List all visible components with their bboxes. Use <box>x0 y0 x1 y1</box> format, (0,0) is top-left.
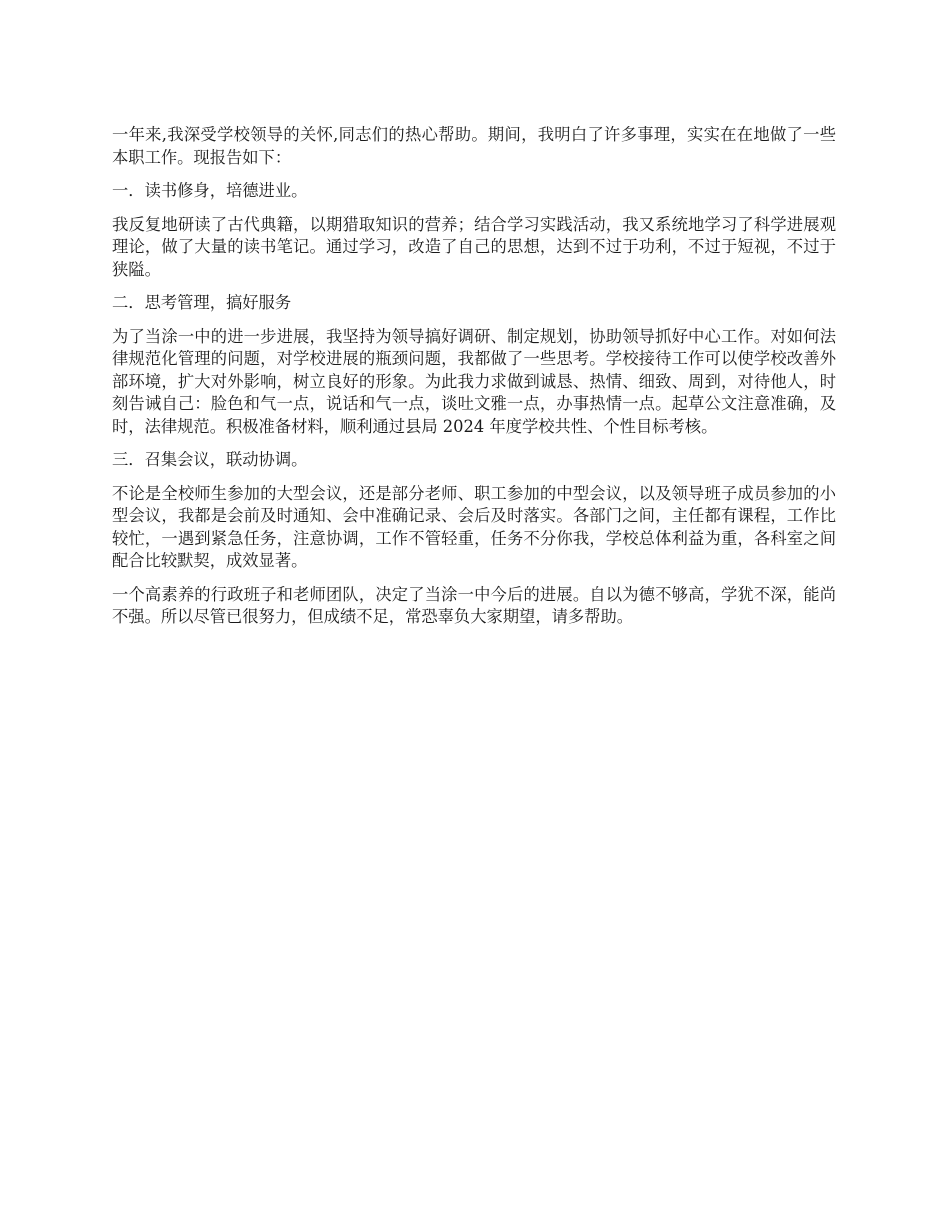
section-heading-1: 一．读书修身，培德进业。 <box>112 181 308 200</box>
section-1-paragraph: 我反复地研读了古代典籍，以期猎取知识的营养；结合学习实践活动，我又系统地学习了科学进展观理论，做了大量的读书笔记。通过学习，改造了自己的思想，达到不过于功利，不过于短视，不过于狭隘。 <box>112 214 836 279</box>
section-3-paragraph: 不论是全校师生参加的大型会议，还是部分老师、职工参加的中型会议，以及领导班子成员参加的小型会议，我都是会前及时通知、会中准确记录、会后及时落实。各部门之间，主任都有课程，工作比较忙，一遇到紧急任务，注意协调，工作不管轻重，任务不分你我，学校总体利益为重，各科室之间配合比较默契，成效显著。 <box>112 483 836 570</box>
section-heading-3: 三．召集会议，联动协调。 <box>112 450 308 469</box>
document-body <box>112 124 836 640</box>
intro-paragraph: 一年来,我深受学校领导的关怀,同志们的热心帮助。期间，我明白了许多事理，实实在在地做了一些本职工作。现报告如下： <box>112 125 836 167</box>
section-heading-2: 二．思考管理，搞好服务 <box>112 293 292 312</box>
closing-paragraph: 一个高素养的行政班子和老师团队，决定了当涂一中今后的进展。自以为德不够高，学犹不深，能尚不强。所以尽管已很努力，但成绩不足，常恐辜负大家期望，请多帮助。 <box>112 584 836 626</box>
section-2-paragraph: 为了当涂一中的进一步进展，我坚持为领导搞好调研、制定规划，协助领导抓好中心工作。对如何法律规范化管理的问题，对学校进展的瓶颈问题，我都做了一些思考。学校接待工作可以使学校改善外部环境，扩大对外影响，树立良好的形象。为此我力求做到诚恳、热情、细致、周到，对待他人，时刻告诫自己：脸色和气一点，说话和气一点，谈吐文雅一点，办事热情一点。起草公文注意准确，及时，法律规范。积极准备材料，顺利通过县局 2024 年度学校共性、个性目标考核。 <box>112 326 836 436</box>
